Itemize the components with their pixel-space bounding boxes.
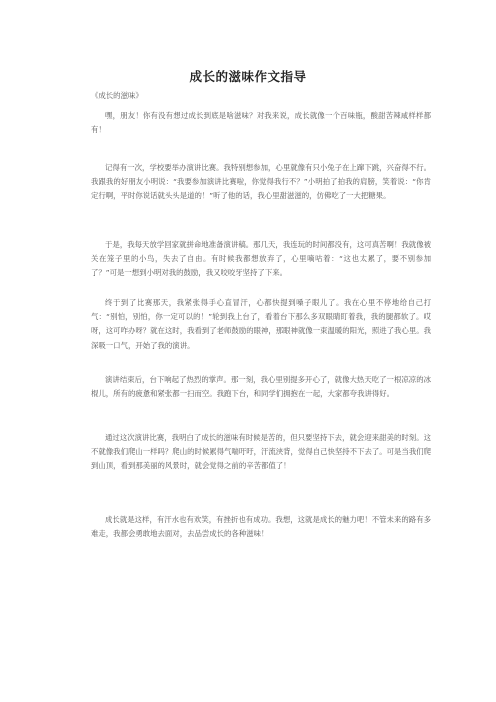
paragraph-7: 成长就是这样，有汗水也有欢笑，有挫折也有成功。我想，这就是成长的魅力吧！不管未来的路有多难走，我都会勇敢地去面对，去品尝成长的各种滋味！ (91, 515, 431, 539)
paragraph-1: 嘿，朋友！你有没有想过成长到底是啥滋味？对我来说，成长就像一个百味瓶，酸甜苦辣咸样样都有！ (91, 111, 431, 135)
document-subtitle: 《成长的滋味》 (91, 91, 143, 100)
paragraph-6: 通过这次演讲比赛，我明白了成长的滋味有时候是苦的，但只要坚持下去，就会迎来甜美的时刻。这不就像我们爬山一样吗？爬山的时候累得气喘吁吁，汗流浃背，觉得自己快坚持不下去了。可是当我们爬到山顶，看到那美丽的风景时，就会觉得之前的辛苦都值了！ (91, 433, 431, 471)
paragraph-4: 终于到了比赛那天，我紧张得手心直冒汗，心都快提到嗓子眼儿了。我在心里不停地给自己打气：“别怕，别怕，你一定可以的！”轮到我上台了，看着台下那么多双眼睛盯着我，我的腿都软了。哎呀，这可咋办呀？就在这时，我看到了老师鼓励的眼神，那眼神就像一束温暖的阳光，照进了我心里。我深吸一口气，开始了我的演讲。 (91, 298, 431, 350)
paragraph-3: 于是，我每天放学回家就拼命地准备演讲稿。那几天，我连玩的时间都没有，这可真苦啊！我就像被关在笼子里的小鸟，失去了自由。有时候我都想放弃了，心里嘀咕着：“这也太累了，要不别参加了？”可是一想到小明对我的鼓励，我又咬咬牙坚持了下来。 (91, 240, 431, 278)
document-title: 成长的滋味作文指导 (189, 69, 307, 84)
paragraph-2: 记得有一次，学校要举办演讲比赛。我特别想参加，心里就像有只小兔子在上蹿下跳，兴奋得不行。我跟我的好朋友小明说：“我要参加演讲比赛啦，你觉得我行不？”小明拍了拍我的肩膀，笑着说：“你肯定行啊，平时你说话就头头是道的！”听了他的话，我心里甜滋滋的，仿佛吃了一大把糖果。 (91, 163, 431, 201)
paragraph-5: 演讲结束后，台下响起了热烈的掌声。那一刻，我心里别提多开心了，就像大热天吃了一根凉凉的冰棍儿，所有的疲惫和紧张都一扫而空。我跑下台，和同学们拥抱在一起，大家都夸我讲得好。 (91, 375, 431, 399)
